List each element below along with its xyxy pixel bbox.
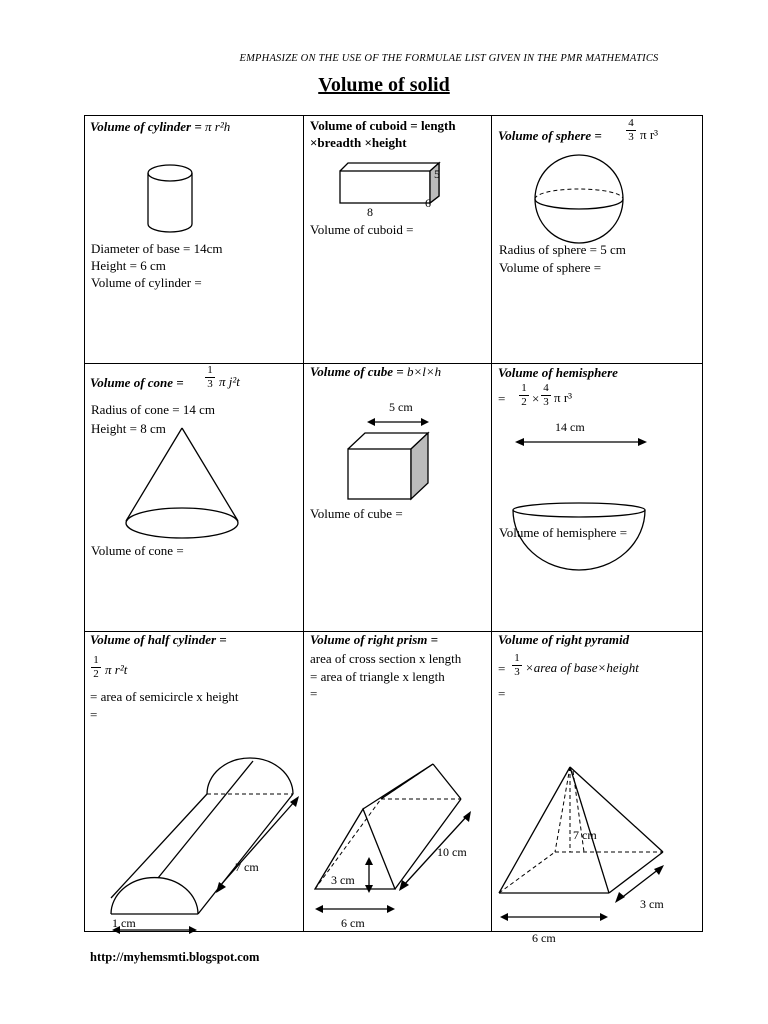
fraction: 1 3 (512, 652, 522, 679)
page-header: EMPHASIZE ON THE USE OF THE FORMULAE LIST GIVEN IN THE PMR MATHEMATICS (239, 53, 659, 64)
fraction: 1 2 (519, 382, 529, 409)
question-text: Volume of cone = (91, 543, 184, 558)
formula-expression: π r³ (554, 390, 573, 405)
given-text: Diameter of base = 14cm (91, 241, 223, 256)
formula-expression: π j²t (219, 374, 240, 389)
hemisphere-dim-label: 14 cm (555, 420, 585, 434)
formula-label: Volume of half cylinder = (90, 632, 227, 647)
question-text: Volume of cuboid = (310, 222, 414, 237)
formula-expression: ×area of base×height (525, 660, 639, 675)
question-text: Volume of cylinder = (91, 275, 202, 290)
formula-label: Volume of hemisphere (498, 365, 618, 380)
given-text: Radius of cone = 14 cm (91, 402, 215, 417)
question-text: Volume of sphere = (499, 260, 602, 275)
formula-label: Volume of cuboid = length (310, 118, 456, 133)
cube-figure (303, 363, 491, 631)
sphere-figure (491, 116, 704, 363)
formula-expression: π r²h (205, 119, 231, 134)
formula-table: Volume of cylinder = π r²h Diameter of base = 14cm Height = 6 cm Volume of cylinder = Volume of cuboid = length ×breadth ×height 8 6 5 Volume of cuboid = Volume of sphere = 4 3 π r³ Radius of sphere = 5 cm Volume of sphere = Volume of cone = 1 3 π j²t Radius of cone = 14 cm Height = 8 cm Volume of cone = Volume of cube = b×l×h 5 cm Volume of cube = Volume of hemisphere = 1 2 × 4 3 π r³ 14 cm Volume of hemisphere = Volume of half cylinder = 1 2 π r²t = area of semicircle x height = 7 cm 1 cm Volume of right prism = area of cross section x length = area of triangle x length = 3 cm 10 cm 6 cm Volume of right pyramid = 1 3 ×area of base×height = 7 cm 3 cm 6 cm (84, 115, 703, 932)
half-cylinder-figure (85, 631, 303, 933)
prism-base-label: 6 cm (341, 916, 365, 930)
given-text: area of cross section x length (310, 651, 462, 666)
half-cylinder-width-label: 1 cm (112, 916, 136, 930)
formula-expression: π r³ (640, 127, 659, 142)
question-text: Volume of cube = (310, 506, 403, 521)
footer-url: http://myhemsmti.blogspot.com (90, 950, 260, 964)
fraction: 4 3 (626, 117, 636, 144)
fraction: 1 3 (205, 364, 215, 391)
cuboid-length-label: 8 (367, 205, 373, 219)
fraction: 4 3 (541, 382, 551, 409)
question-text: Volume of hemisphere = (499, 525, 628, 540)
right-prism-figure (303, 631, 491, 933)
pyramid-width-label: 3 cm (640, 897, 664, 911)
equals-sign: = (498, 661, 506, 676)
page-title: Volume of solid (318, 74, 450, 96)
given-text: Height = 8 cm (91, 421, 166, 436)
pyramid-base-label: 6 cm (532, 931, 556, 945)
formula-expression: b×l×h (406, 364, 442, 379)
formula-label: Volume of right prism = (310, 632, 439, 647)
hemisphere-figure (491, 363, 704, 631)
pyramid-height-label: 7 cm (573, 828, 597, 842)
given-text: = area of triangle x length (310, 669, 445, 684)
cube-dim-label: 5 cm (389, 400, 413, 414)
given-text: Height = 6 cm (91, 258, 166, 273)
given-text: Radius of sphere = 5 cm (499, 242, 626, 257)
question-text: = (90, 707, 98, 722)
formula-label: Volume of sphere = (498, 128, 602, 143)
formula-label: Volume of right pyramid (498, 632, 630, 647)
formula-expression: π r²t (105, 662, 128, 677)
prism-length-label: 10 cm (437, 845, 467, 859)
cylinder-figure (85, 116, 303, 363)
formula-label: Volume of cylinder = (90, 119, 202, 134)
equals-sign: = (498, 391, 506, 406)
formula-label: ×breadth ×height (310, 135, 407, 150)
formula-label: Volume of cube = (310, 364, 404, 379)
cuboid-height-label: 5 (434, 167, 440, 181)
cone-figure (85, 363, 303, 631)
question-text: = (498, 686, 506, 701)
fraction: 1 2 (91, 654, 101, 681)
formula-label: Volume of cone = (90, 375, 184, 390)
prism-height-label: 3 cm (331, 873, 355, 887)
cuboid-breadth-label: 6 (425, 196, 431, 210)
right-pyramid-figure (491, 631, 704, 945)
cuboid-figure (303, 116, 491, 363)
half-cylinder-length-label: 7 cm (235, 860, 259, 874)
question-text: = (310, 686, 318, 701)
given-text: = area of semicircle x height (90, 689, 239, 704)
